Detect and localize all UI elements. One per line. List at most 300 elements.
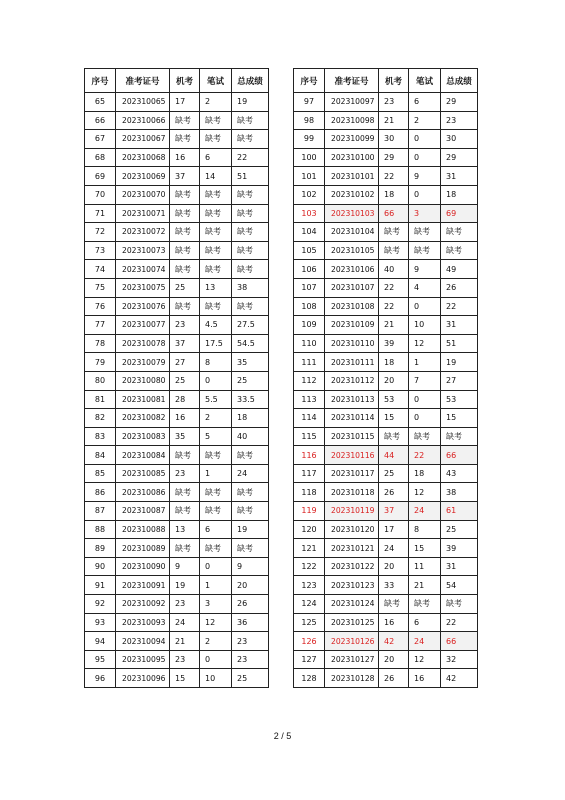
cell-total-score: 29	[441, 148, 478, 167]
cell-seq: 118	[294, 483, 325, 502]
table-row	[294, 390, 478, 409]
cell-total-score: 缺考	[232, 539, 269, 558]
cell-exam-id: 202310074	[116, 260, 170, 279]
cell-written-score: 17.5	[200, 334, 232, 353]
table-row	[294, 148, 478, 167]
cell-total-score: 23	[232, 632, 269, 651]
cell-written-score: 8	[200, 353, 232, 372]
cell-exam-id: 202310078	[116, 334, 170, 353]
score-table-left	[84, 68, 269, 688]
cell-total-score: 缺考	[232, 241, 269, 260]
cell-machine-score: 24	[379, 539, 409, 558]
cell-seq: 65	[85, 93, 116, 112]
cell-written-score: 缺考	[200, 241, 232, 260]
cell-machine-score: 26	[379, 483, 409, 502]
cell-written-score: 2	[200, 93, 232, 112]
cell-total-score: 66	[441, 446, 478, 465]
table-row	[294, 278, 478, 297]
cell-written-score: 24	[409, 632, 441, 651]
table-row	[294, 260, 478, 279]
cell-total-score: 24	[232, 464, 269, 483]
cell-written-score: 22	[409, 446, 441, 465]
cell-written-score: 0	[409, 297, 441, 316]
cell-machine-score: 缺考	[170, 260, 200, 279]
table-row	[294, 111, 478, 130]
cell-total-score: 19	[232, 520, 269, 539]
cell-seq: 106	[294, 260, 325, 279]
table-row	[294, 185, 478, 204]
cell-seq: 72	[85, 223, 116, 242]
table-row	[85, 316, 269, 335]
table-row	[85, 483, 269, 502]
cell-machine-score: 16	[379, 613, 409, 632]
cell-exam-id: 202310120	[325, 520, 379, 539]
cell-machine-score: 缺考	[170, 223, 200, 242]
table-row	[85, 353, 269, 372]
cell-exam-id: 202310080	[116, 371, 170, 390]
cell-total-score: 26	[232, 595, 269, 614]
cell-written-score: 缺考	[200, 483, 232, 502]
table-row	[294, 520, 478, 539]
cell-written-score: 6	[409, 93, 441, 112]
cell-exam-id: 202310121	[325, 539, 379, 558]
cell-machine-score: 35	[170, 427, 200, 446]
cell-machine-score: 缺考	[170, 241, 200, 260]
cell-seq: 75	[85, 278, 116, 297]
cell-machine-score: 18	[379, 353, 409, 372]
cell-exam-id: 202310125	[325, 613, 379, 632]
cell-total-score: 32	[441, 650, 478, 669]
cell-total-score: 38	[441, 483, 478, 502]
cell-total-score: 69	[441, 204, 478, 223]
cell-exam-id: 202310083	[116, 427, 170, 446]
cell-seq: 83	[85, 427, 116, 446]
cell-exam-id: 202310112	[325, 371, 379, 390]
cell-seq: 112	[294, 371, 325, 390]
cell-total-score: 33.5	[232, 390, 269, 409]
cell-exam-id: 202310076	[116, 297, 170, 316]
table-row	[294, 297, 478, 316]
cell-machine-score: 20	[379, 557, 409, 576]
cell-total-score: 18	[232, 409, 269, 428]
cell-written-score: 8	[409, 520, 441, 539]
header-seq: 序号	[294, 69, 325, 93]
cell-total-score: 缺考	[441, 427, 478, 446]
cell-exam-id: 202310070	[116, 185, 170, 204]
table-row	[294, 613, 478, 632]
table-row	[294, 669, 478, 688]
cell-machine-score: 21	[379, 316, 409, 335]
cell-written-score: 2	[200, 632, 232, 651]
cell-written-score: 缺考	[200, 260, 232, 279]
cell-written-score: 16	[409, 669, 441, 688]
table-row	[294, 483, 478, 502]
cell-total-score: 缺考	[232, 204, 269, 223]
cell-machine-score: 23	[170, 464, 200, 483]
cell-total-score: 35	[232, 353, 269, 372]
cell-total-score: 53	[441, 390, 478, 409]
cell-total-score: 22	[441, 613, 478, 632]
cell-exam-id: 202310102	[325, 185, 379, 204]
cell-total-score: 25	[441, 520, 478, 539]
cell-machine-score: 25	[379, 464, 409, 483]
cell-exam-id: 202310065	[116, 93, 170, 112]
cell-written-score: 10	[200, 669, 232, 688]
cell-total-score: 15	[441, 409, 478, 428]
cell-written-score: 12	[409, 650, 441, 669]
cell-total-score: 36	[232, 613, 269, 632]
cell-total-score: 61	[441, 502, 478, 521]
cell-written-score: 12	[409, 334, 441, 353]
cell-seq: 109	[294, 316, 325, 335]
table-row	[85, 167, 269, 186]
cell-written-score: 13	[200, 278, 232, 297]
cell-exam-id: 202310117	[325, 464, 379, 483]
cell-exam-id: 202310091	[116, 576, 170, 595]
cell-total-score: 51	[232, 167, 269, 186]
table-row	[85, 613, 269, 632]
cell-machine-score: 缺考	[379, 427, 409, 446]
header-machine-score: 机考	[170, 69, 200, 93]
cell-machine-score: 28	[170, 390, 200, 409]
table-row	[85, 223, 269, 242]
cell-seq: 110	[294, 334, 325, 353]
cell-total-score: 23	[441, 111, 478, 130]
cell-machine-score: 23	[170, 595, 200, 614]
cell-exam-id: 202310073	[116, 241, 170, 260]
cell-machine-score: 13	[170, 520, 200, 539]
header-exam-id: 准考证号	[325, 69, 379, 93]
cell-seq: 82	[85, 409, 116, 428]
table-row	[85, 241, 269, 260]
cell-exam-id: 202310124	[325, 595, 379, 614]
cell-written-score: 1	[200, 576, 232, 595]
cell-machine-score: 37	[170, 334, 200, 353]
cell-seq: 99	[294, 130, 325, 149]
header-exam-id: 准考证号	[116, 69, 170, 93]
cell-exam-id: 202310109	[325, 316, 379, 335]
cell-written-score: 缺考	[200, 130, 232, 149]
cell-exam-id: 202310081	[116, 390, 170, 409]
cell-written-score: 1	[200, 464, 232, 483]
cell-exam-id: 202310079	[116, 353, 170, 372]
cell-written-score: 缺考	[200, 502, 232, 521]
cell-exam-id: 202310100	[325, 148, 379, 167]
cell-written-score: 9	[409, 260, 441, 279]
cell-written-score: 21	[409, 576, 441, 595]
cell-exam-id: 202310111	[325, 353, 379, 372]
cell-written-score: 18	[409, 464, 441, 483]
table-row	[294, 409, 478, 428]
cell-written-score: 缺考	[200, 446, 232, 465]
cell-written-score: 6	[409, 613, 441, 632]
cell-machine-score: 25	[170, 371, 200, 390]
cell-machine-score: 23	[170, 316, 200, 335]
cell-written-score: 4	[409, 278, 441, 297]
cell-written-score: 12	[409, 483, 441, 502]
cell-total-score: 38	[232, 278, 269, 297]
cell-exam-id: 202310087	[116, 502, 170, 521]
table-row	[294, 427, 478, 446]
cell-machine-score: 19	[170, 576, 200, 595]
table-row	[85, 148, 269, 167]
cell-total-score: 18	[441, 185, 478, 204]
cell-seq: 111	[294, 353, 325, 372]
cell-written-score: 6	[200, 520, 232, 539]
cell-written-score: 24	[409, 502, 441, 521]
cell-total-score: 19	[232, 93, 269, 112]
table-row	[85, 111, 269, 130]
cell-machine-score: 33	[379, 576, 409, 595]
table-header-row	[85, 69, 269, 93]
cell-written-score: 15	[409, 539, 441, 558]
cell-seq: 68	[85, 148, 116, 167]
cell-machine-score: 42	[379, 632, 409, 651]
cell-exam-id: 202310077	[116, 316, 170, 335]
cell-written-score: 缺考	[409, 241, 441, 260]
cell-written-score: 3	[409, 204, 441, 223]
cell-exam-id: 202310066	[116, 111, 170, 130]
cell-machine-score: 缺考	[170, 539, 200, 558]
cell-exam-id: 202310088	[116, 520, 170, 539]
table-row	[85, 371, 269, 390]
cell-total-score: 缺考	[441, 595, 478, 614]
table-row	[294, 650, 478, 669]
cell-total-score: 42	[441, 669, 478, 688]
cell-total-score: 缺考	[441, 241, 478, 260]
cell-written-score: 缺考	[409, 223, 441, 242]
cell-machine-score: 17	[379, 520, 409, 539]
cell-exam-id: 202310114	[325, 409, 379, 428]
table-row	[294, 557, 478, 576]
cell-machine-score: 缺考	[379, 223, 409, 242]
table-row	[294, 539, 478, 558]
cell-exam-id: 202310071	[116, 204, 170, 223]
cell-seq: 90	[85, 557, 116, 576]
cell-exam-id: 202310096	[116, 669, 170, 688]
table-row	[294, 632, 478, 651]
cell-seq: 124	[294, 595, 325, 614]
cell-seq: 104	[294, 223, 325, 242]
cell-total-score: 缺考	[232, 297, 269, 316]
table-row	[294, 316, 478, 335]
cell-total-score: 27.5	[232, 316, 269, 335]
cell-exam-id: 202310123	[325, 576, 379, 595]
cell-machine-score: 17	[170, 93, 200, 112]
cell-total-score: 缺考	[232, 185, 269, 204]
cell-total-score: 49	[441, 260, 478, 279]
cell-machine-score: 15	[170, 669, 200, 688]
table-row	[85, 297, 269, 316]
cell-written-score: 5	[200, 427, 232, 446]
table-row	[85, 632, 269, 651]
cell-total-score: 31	[441, 167, 478, 186]
cell-machine-score: 24	[170, 613, 200, 632]
table-header-row	[294, 69, 478, 93]
table-row	[294, 334, 478, 353]
cell-total-score: 54.5	[232, 334, 269, 353]
cell-exam-id: 202310089	[116, 539, 170, 558]
cell-exam-id: 202310122	[325, 557, 379, 576]
cell-seq: 76	[85, 297, 116, 316]
cell-exam-id: 202310113	[325, 390, 379, 409]
cell-machine-score: 22	[379, 278, 409, 297]
table-row	[85, 390, 269, 409]
table-row	[85, 185, 269, 204]
cell-exam-id: 202310126	[325, 632, 379, 651]
table-body-left	[85, 93, 269, 688]
cell-total-score: 31	[441, 316, 478, 335]
cell-seq: 80	[85, 371, 116, 390]
cell-machine-score: 53	[379, 390, 409, 409]
table-row	[85, 520, 269, 539]
cell-seq: 87	[85, 502, 116, 521]
cell-exam-id: 202310082	[116, 409, 170, 428]
cell-written-score: 0	[409, 409, 441, 428]
cell-written-score: 0	[409, 185, 441, 204]
cell-total-score: 20	[232, 576, 269, 595]
header-written-score: 笔试	[200, 69, 232, 93]
cell-exam-id: 202310106	[325, 260, 379, 279]
cell-machine-score: 22	[379, 167, 409, 186]
cell-seq: 95	[85, 650, 116, 669]
cell-total-score: 54	[441, 576, 478, 595]
cell-written-score: 6	[200, 148, 232, 167]
cell-written-score: 4.5	[200, 316, 232, 335]
cell-total-score: 27	[441, 371, 478, 390]
cell-seq: 102	[294, 185, 325, 204]
cell-total-score: 29	[441, 93, 478, 112]
cell-exam-id: 202310095	[116, 650, 170, 669]
cell-machine-score: 缺考	[170, 185, 200, 204]
cell-total-score: 缺考	[232, 111, 269, 130]
table-row	[85, 427, 269, 446]
table-row	[85, 446, 269, 465]
cell-exam-id: 202310086	[116, 483, 170, 502]
cell-seq: 94	[85, 632, 116, 651]
cell-seq: 88	[85, 520, 116, 539]
cell-exam-id: 202310068	[116, 148, 170, 167]
cell-seq: 120	[294, 520, 325, 539]
cell-written-score: 0	[409, 390, 441, 409]
cell-exam-id: 202310097	[325, 93, 379, 112]
table-body-right	[294, 93, 478, 688]
table-row	[85, 464, 269, 483]
cell-exam-id: 202310107	[325, 278, 379, 297]
cell-written-score: 缺考	[200, 297, 232, 316]
cell-written-score: 0	[409, 148, 441, 167]
table-row	[85, 409, 269, 428]
cell-seq: 121	[294, 539, 325, 558]
cell-written-score: 0	[409, 130, 441, 149]
table-row	[85, 595, 269, 614]
cell-total-score: 缺考	[232, 130, 269, 149]
cell-seq: 100	[294, 148, 325, 167]
cell-machine-score: 缺考	[379, 241, 409, 260]
cell-seq: 123	[294, 576, 325, 595]
table-row	[294, 353, 478, 372]
cell-written-score: 12	[200, 613, 232, 632]
cell-written-score: 0	[200, 650, 232, 669]
cell-seq: 116	[294, 446, 325, 465]
cell-machine-score: 缺考	[170, 446, 200, 465]
cell-machine-score: 缺考	[170, 483, 200, 502]
cell-machine-score: 缺考	[170, 297, 200, 316]
header-written-score: 笔试	[409, 69, 441, 93]
cell-seq: 67	[85, 130, 116, 149]
table-row	[85, 539, 269, 558]
cell-total-score: 26	[441, 278, 478, 297]
header-machine-score: 机考	[379, 69, 409, 93]
table-row	[294, 595, 478, 614]
cell-machine-score: 15	[379, 409, 409, 428]
cell-seq: 73	[85, 241, 116, 260]
cell-seq: 92	[85, 595, 116, 614]
table-row	[85, 130, 269, 149]
cell-machine-score: 44	[379, 446, 409, 465]
cell-seq: 98	[294, 111, 325, 130]
cell-seq: 108	[294, 297, 325, 316]
cell-seq: 117	[294, 464, 325, 483]
cell-machine-score: 39	[379, 334, 409, 353]
table-row	[85, 650, 269, 669]
cell-exam-id: 202310116	[325, 446, 379, 465]
cell-seq: 78	[85, 334, 116, 353]
cell-machine-score: 缺考	[170, 204, 200, 223]
cell-machine-score: 16	[170, 409, 200, 428]
table-row	[294, 446, 478, 465]
cell-seq: 93	[85, 613, 116, 632]
cell-exam-id: 202310128	[325, 669, 379, 688]
cell-machine-score: 20	[379, 650, 409, 669]
cell-seq: 77	[85, 316, 116, 335]
cell-exam-id: 202310090	[116, 557, 170, 576]
header-seq: 序号	[85, 69, 116, 93]
cell-total-score: 66	[441, 632, 478, 651]
table-row	[85, 669, 269, 688]
cell-seq: 66	[85, 111, 116, 130]
cell-written-score: 3	[200, 595, 232, 614]
cell-written-score: 9	[409, 167, 441, 186]
cell-total-score: 缺考	[232, 483, 269, 502]
cell-machine-score: 16	[170, 148, 200, 167]
cell-total-score: 缺考	[232, 260, 269, 279]
cell-total-score: 缺考	[232, 502, 269, 521]
cell-seq: 86	[85, 483, 116, 502]
cell-exam-id: 202310075	[116, 278, 170, 297]
cell-exam-id: 202310084	[116, 446, 170, 465]
cell-seq: 85	[85, 464, 116, 483]
cell-machine-score: 缺考	[170, 502, 200, 521]
table-row	[85, 93, 269, 112]
table-row	[294, 167, 478, 186]
cell-seq: 103	[294, 204, 325, 223]
cell-total-score: 25	[232, 669, 269, 688]
cell-seq: 84	[85, 446, 116, 465]
cell-total-score: 缺考	[232, 223, 269, 242]
cell-exam-id: 202310110	[325, 334, 379, 353]
table-row	[294, 576, 478, 595]
cell-machine-score: 30	[379, 130, 409, 149]
cell-exam-id: 202310085	[116, 464, 170, 483]
cell-written-score: 10	[409, 316, 441, 335]
cell-machine-score: 25	[170, 278, 200, 297]
cell-exam-id: 202310099	[325, 130, 379, 149]
table-row	[294, 223, 478, 242]
table-row	[85, 576, 269, 595]
cell-exam-id: 202310101	[325, 167, 379, 186]
table-row	[294, 371, 478, 390]
